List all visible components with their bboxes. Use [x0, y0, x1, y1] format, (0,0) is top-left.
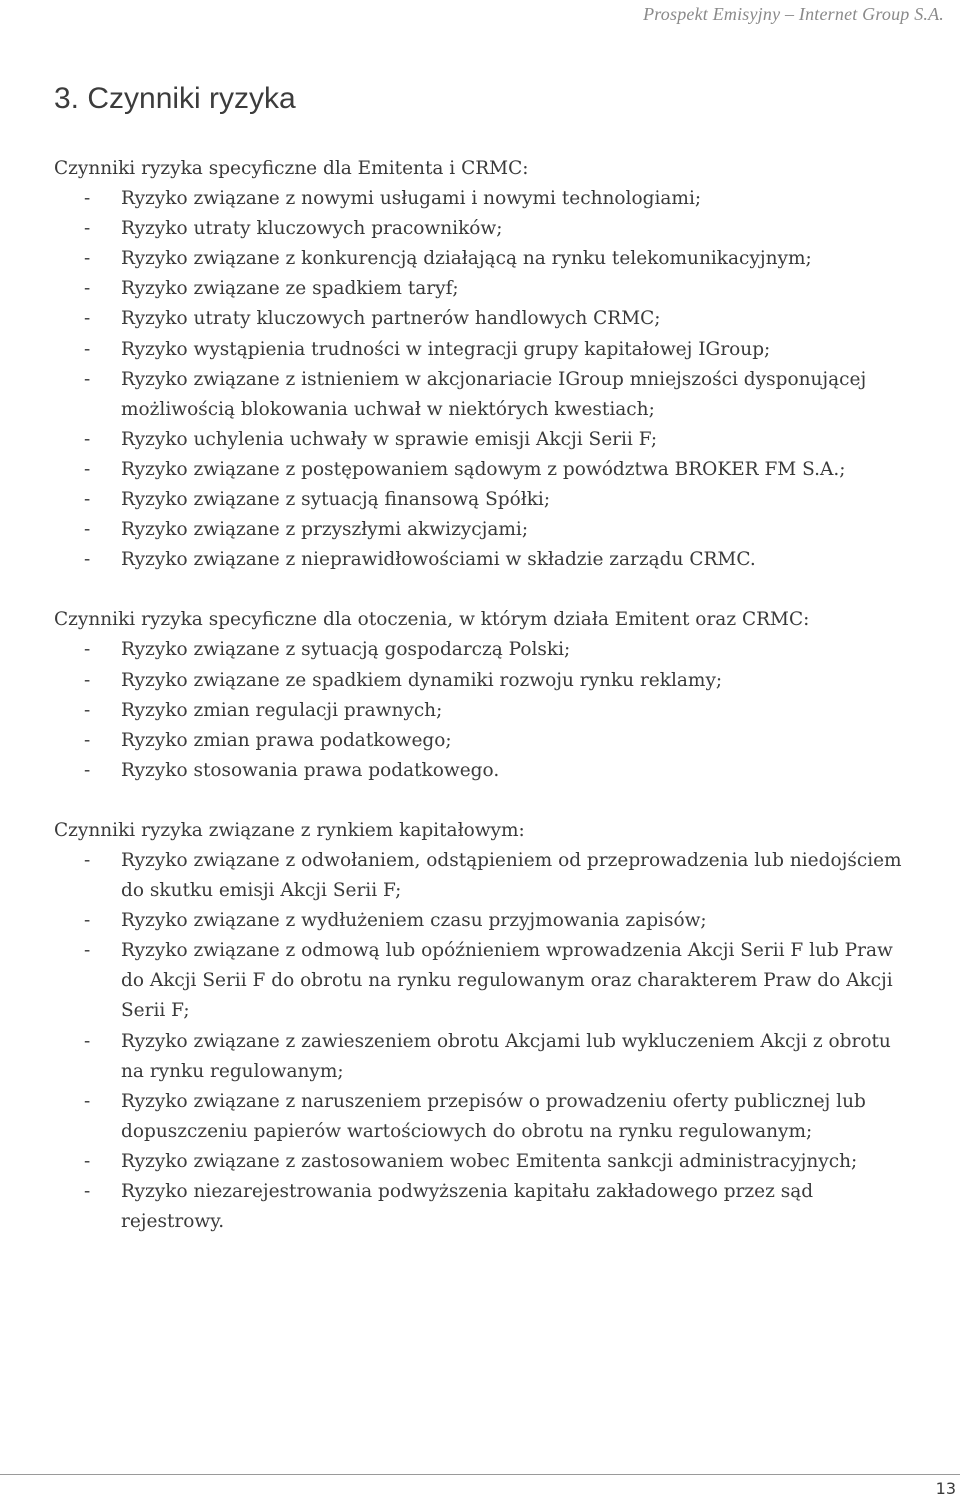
- list-item-text: Ryzyko związane z sytuacją finansową Spółki;: [121, 489, 551, 511]
- list-dash: -: [84, 549, 91, 571]
- list-item-text: Ryzyko związane z odwołaniem, odstąpieniem od przeprowadzenia lub niedojściem do skutku emisji Akcji Serii F;: [121, 849, 902, 902]
- list-dash: -: [84, 338, 91, 360]
- section-title: 3. Czynniki ryzyka: [54, 82, 296, 115]
- list-dash: -: [84, 1150, 91, 1172]
- list-item-text: Ryzyko związane z zawieszeniem obrotu Akcjami lub wykluczeniem Akcji z obrotu na rynku regulowanym;: [121, 1030, 891, 1082]
- list-item: [54, 184, 910, 214]
- list-item: [54, 485, 910, 515]
- list-item-text: Ryzyko związane z naruszeniem przepisów o prowadzeniu oferty publicznej lub dopuszczeniu papierów wartościowych do obrotu na rynku regulowanym;: [121, 1090, 866, 1142]
- list-dash: -: [84, 278, 91, 300]
- list-dash: -: [84, 699, 91, 721]
- list-dash: -: [84, 759, 91, 781]
- list-dash: -: [84, 1181, 91, 1202]
- list-item-text: Ryzyko niezarejestrowania podwyższenia kapitału zakładowego przez sąd rejestrowy.: [121, 1181, 814, 1233]
- list-dash: -: [84, 519, 91, 541]
- list-item-text: Ryzyko uchylenia uchwały w sprawie emisji Akcji Serii F;: [121, 428, 658, 450]
- risk-list: [54, 846, 910, 1237]
- list-item-text: Ryzyko stosowania prawa podatkowego.: [121, 759, 500, 781]
- list-item-text: Ryzyko związane z istnieniem w akcjonariacie IGroup mniejszości dysponującej możliwością blokowania uchwał w niektórych kwestiach;: [121, 368, 867, 420]
- list-item: [54, 455, 910, 485]
- list-item: [54, 1147, 910, 1177]
- list-item: [54, 666, 910, 696]
- list-dash: -: [84, 218, 91, 240]
- list-item-text: Ryzyko zmian prawa podatkowego;: [121, 729, 452, 751]
- list-item-text: Ryzyko związane z nieprawidłowościami w składzie zarządu CRMC.: [121, 549, 756, 571]
- list-item-text: Ryzyko związane z odmową lub opóźnieniem wprowadzenia Akcji Serii F lub Praw do Akcji Serii F do obrotu na rynku regulowanym oraz charakterem Praw do Akcji Serii F;: [121, 940, 893, 1022]
- list-item: [54, 1087, 910, 1147]
- list-item: [54, 214, 910, 244]
- list-dash: -: [84, 248, 91, 270]
- list-item-text: Ryzyko utraty kluczowych partnerów handlowych CRMC;: [121, 308, 661, 330]
- risk-list: [54, 184, 910, 575]
- list-item: [54, 545, 910, 575]
- list-dash: -: [84, 489, 91, 511]
- list-dash: -: [84, 1090, 91, 1112]
- list-item-text: Ryzyko związane ze spadkiem dynamiki rozwoju rynku reklamy;: [121, 669, 723, 691]
- list-item: [54, 244, 910, 274]
- list-item-text: Ryzyko związane z przyszłymi akwizycjami;: [121, 519, 529, 541]
- risk-list: [54, 635, 910, 785]
- list-item-text: Ryzyko związane z sytuacją gospodarczą Polski;: [121, 639, 571, 661]
- list-dash: -: [84, 729, 91, 751]
- list-dash: -: [84, 639, 91, 661]
- list-dash: -: [84, 910, 91, 932]
- list-item-text: Ryzyko związane z konkurencją działającą na rynku telekomunikacyjnym;: [121, 248, 812, 270]
- list-item-text: Ryzyko związane z zastosowaniem wobec Emitenta sankcji administracyjnych;: [121, 1150, 858, 1172]
- list-item: [54, 906, 910, 936]
- list-dash: -: [84, 849, 91, 871]
- list-item: [54, 335, 910, 365]
- list-item: [54, 425, 910, 455]
- list-item-text: Ryzyko związane ze spadkiem taryf;: [121, 278, 459, 300]
- list-item: [54, 936, 910, 1026]
- list-item: [54, 635, 910, 665]
- section-environment-risks: [54, 605, 910, 786]
- list-item-text: Ryzyko związane z wydłużeniem czasu przyjmowania zapisów;: [121, 910, 707, 932]
- section-heading: Czynniki ryzyka związane z rynkiem kapitałowym:: [54, 819, 525, 841]
- list-item: [54, 756, 910, 786]
- list-dash: -: [84, 308, 91, 330]
- list-dash: -: [84, 188, 91, 210]
- list-item-text: Ryzyko utraty kluczowych pracowników;: [121, 218, 503, 240]
- list-dash: -: [84, 368, 91, 390]
- list-item: [54, 726, 910, 756]
- footer-divider: [0, 1474, 960, 1475]
- list-dash: -: [84, 428, 91, 450]
- list-dash: -: [84, 458, 91, 480]
- list-dash: -: [84, 1030, 91, 1052]
- page-number: 13: [935, 1479, 956, 1498]
- list-item: [54, 846, 910, 906]
- running-header: Prospekt Emisyjny – Internet Group S.A.: [643, 4, 944, 24]
- list-dash: -: [84, 940, 91, 962]
- section-capital-market-risks: [54, 816, 910, 1237]
- section-heading: Czynniki ryzyka specyficzne dla Emitenta i CRMC:: [54, 158, 529, 179]
- list-item-text: Ryzyko zmian regulacji prawnych;: [121, 699, 443, 721]
- list-item: [54, 304, 910, 334]
- list-item: [54, 696, 910, 726]
- list-dash: -: [84, 669, 91, 691]
- list-item-text: Ryzyko związane z nowymi usługami i nowymi technologiami;: [121, 188, 702, 210]
- list-item-text: Ryzyko wystąpienia trudności w integracji grupy kapitałowej IGroup;: [121, 338, 771, 360]
- list-item-text: Ryzyko związane z postępowaniem sądowym z powództwa BROKER FM S.A.;: [121, 458, 846, 480]
- section-emitent-risks: [54, 154, 910, 575]
- list-item: [54, 1027, 910, 1087]
- section-heading: Czynniki ryzyka specyficzne dla otoczenia, w którym działa Emitent oraz CRMC:: [54, 609, 810, 631]
- list-item: [54, 1177, 910, 1237]
- list-item: [54, 515, 910, 545]
- risk-content: [54, 154, 910, 1267]
- list-item: [54, 365, 910, 425]
- list-item: [54, 274, 910, 304]
